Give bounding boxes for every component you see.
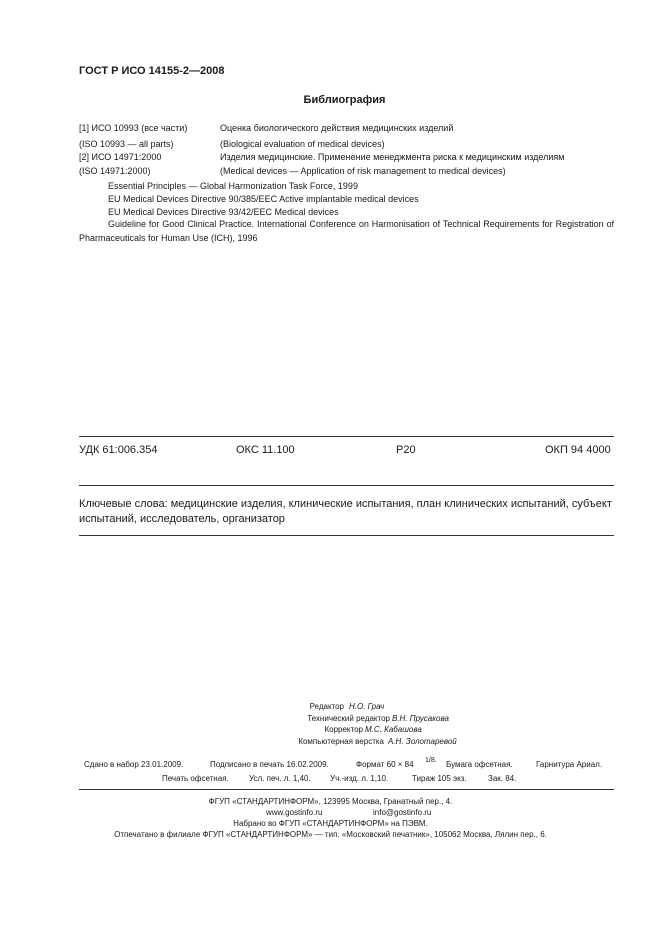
- print-info-item: 1/8.: [425, 757, 437, 764]
- bib-entry-text: (Medical devices — Application of risk management to medical devices): [220, 166, 506, 176]
- bib-entry-label: [2] ИСО 14971:2000: [79, 152, 162, 162]
- publisher-printed: Отпечатано в филиале ФГУП «СТАНДАРТИНФОРМ» — тип. «Московский печатник», 105062 Москва, Лялин пер., 6.: [114, 830, 547, 839]
- group-code: Р20: [396, 444, 416, 456]
- bib-additional-item: Guideline for Good Clinical Practice. International Conference on Harmonisation of Technical Requirements for Registration of Pharmaceuticals for Human Use (ICH), 1996: [79, 219, 614, 243]
- divider: [79, 789, 614, 790]
- bib-entry-text: Оценка биологического действия медицинских изделий: [220, 123, 454, 133]
- bib-additional-item: EU Medical Devices Directive 90/385/EEC Active implantable medical devices: [108, 194, 419, 204]
- bib-entry-label: (ISO 14971:2000): [79, 166, 151, 176]
- divider: [79, 535, 614, 536]
- oks-code: ОКС 11.100: [236, 444, 295, 456]
- credit-role: Редактор: [309, 702, 344, 711]
- print-info-item: Подписано в печать 16.02.2009.: [210, 760, 329, 769]
- bib-entry-label: (ISO 10993 — all parts): [79, 139, 174, 149]
- print-info-item: Зак. 84.: [488, 774, 517, 783]
- publisher-address: ФГУП «СТАНДАРТИНФОРМ», 123995 Москва, Гранатный пер., 4.: [208, 797, 453, 806]
- credit-role: Корректор: [324, 725, 363, 734]
- bib-entry-label: [1] ИСО 10993 (все части): [79, 123, 188, 133]
- print-info-item: Бумага офсетная.: [446, 760, 513, 769]
- okp-code: ОКП 94 4000: [545, 444, 611, 456]
- udk-code: УДК 61:006.354: [79, 444, 158, 456]
- print-info-item: Усл. печ. л. 1,40.: [249, 774, 311, 783]
- bib-additional-item: Essential Principles — Global Harmonization Task Force, 1999: [108, 181, 358, 191]
- print-info-item: Печать офсетная.: [162, 774, 229, 783]
- credit-role: Компьютерная верстка: [298, 737, 384, 746]
- bib-entry-text: Изделия медицинские. Применение менеджмента риска к медицинским изделиям: [220, 152, 565, 162]
- divider: [79, 436, 614, 437]
- print-info-item: Уч.-изд. л. 1,10.: [330, 774, 389, 783]
- publisher-email: info@gostinfo.ru: [373, 808, 432, 817]
- bib-additional-item: EU Medical Devices Directive 93/42/EEC Medical devices: [108, 207, 339, 217]
- print-info-item: Формат 60 × 84: [356, 760, 414, 769]
- credit-name: М.С. Кабашова: [365, 725, 422, 734]
- standard-number: ГОСТ Р ИСО 14155-2—2008: [79, 65, 225, 77]
- bib-entry-text: (Biological evaluation of medical devices): [220, 139, 385, 149]
- publisher-website: www.gostinfo.ru: [266, 808, 323, 817]
- divider: [79, 485, 614, 486]
- print-info-item: Гарнитура Ариал.: [536, 760, 603, 769]
- credit-name: Н.О. Грач: [349, 702, 385, 711]
- print-info-item: Сдано в набор 23.01.2009.: [84, 760, 184, 769]
- print-info-item: Тираж 105 экз.: [412, 774, 467, 783]
- publisher-typeset: Набрано во ФГУП «СТАНДАРТИНФОРМ» на ПЭВМ.: [233, 819, 428, 828]
- bibliography-title: Библиография: [303, 94, 386, 106]
- credit-name: А.Н. Золотаревой: [388, 737, 457, 746]
- credit-role: Технический редактор: [307, 714, 390, 723]
- credit-name: В.Н. Прусакова: [392, 714, 449, 723]
- keywords: Ключевые слова: медицинские изделия, клинические испытания, план клинических испытаний, субъект испытаний, исследователь, организатор: [79, 498, 612, 525]
